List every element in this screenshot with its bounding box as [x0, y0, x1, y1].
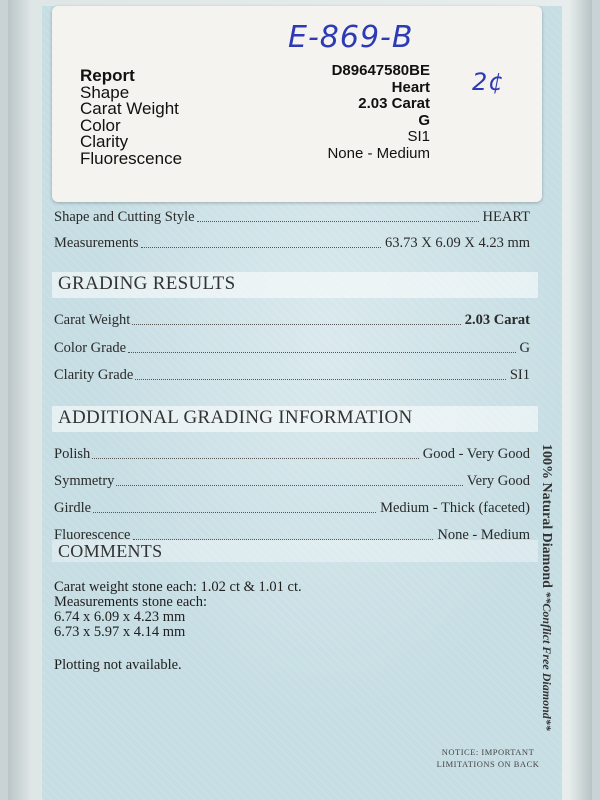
handwritten-code: E-869-B — [288, 20, 414, 55]
row-value: Good - Very Good — [422, 446, 530, 462]
row-value: Very Good — [466, 473, 530, 489]
comment-line: Carat weight stone each: 1.02 ct & 1.01 ct. — [54, 579, 302, 595]
sticker-label-carat: Carat Weight — [80, 99, 179, 118]
sticker-label-shape: Shape — [80, 82, 130, 102]
additional-info-header — [52, 406, 538, 432]
girdle-row — [54, 495, 530, 517]
section-title: COMMENTS — [58, 541, 163, 561]
conflict-free-text: **Conflict Free Diamond** — [540, 591, 554, 731]
color-grade-row — [54, 335, 530, 357]
section-title: GRADING RESULTS — [58, 273, 236, 294]
row-value: None - Medium — [437, 527, 530, 543]
measurements-row — [54, 230, 530, 252]
comments-body — [54, 580, 302, 673]
plotting-note: Plotting not available. — [54, 657, 182, 673]
carat-weight-row — [54, 307, 530, 329]
sticker-value-report: D89647580BE — [331, 62, 430, 79]
symmetry-row — [54, 468, 530, 490]
row-label: Shape and Cutting Style — [54, 209, 195, 225]
dot-leader — [132, 324, 460, 325]
row-value: Medium - Thick (faceted) — [380, 500, 530, 516]
row-label: Symmetry — [54, 473, 115, 489]
sticker-value-shape: Heart — [391, 78, 430, 96]
sticker-value-carat: 2.03 Carat — [358, 95, 430, 112]
row-label: Color Grade — [54, 340, 127, 356]
dot-leader — [93, 512, 376, 513]
row-label: Polish — [54, 446, 91, 462]
row-label: Clarity Grade — [54, 367, 134, 383]
dot-leader — [128, 352, 515, 353]
notice-text — [430, 746, 546, 770]
sticker-values — [327, 63, 430, 162]
clarity-grade-row — [54, 362, 530, 384]
row-label: Girdle — [54, 500, 92, 516]
notice-line-2: LIMITATIONS ON BACK — [436, 759, 540, 769]
sticker-value-fluorescence: None - Medium — [327, 144, 430, 162]
sticker-labels — [80, 68, 182, 167]
comment-line: Measurements stone each: — [54, 594, 208, 610]
comment-line: 6.74 x 6.09 x 4.23 mm — [54, 609, 186, 625]
dot-leader — [92, 458, 418, 459]
side-caption — [539, 444, 564, 784]
shape-cutting-row — [54, 204, 530, 226]
row-value: 2.03 Carat — [464, 312, 530, 328]
grading-results-header — [52, 272, 538, 298]
comment-line: 6.73 x 5.97 x 4.14 mm — [54, 624, 186, 640]
row-label: Measurements — [54, 235, 139, 251]
dot-leader — [116, 485, 462, 486]
row-label: Fluorescence — [54, 527, 131, 543]
comments-header — [52, 540, 538, 562]
natural-diamond-text: 100% Natural Diamond — [539, 444, 554, 588]
dot-leader — [197, 221, 479, 222]
polish-row — [54, 441, 530, 463]
dot-leader — [141, 247, 381, 248]
row-value: 63.73 X 6.09 X 4.23 mm — [385, 235, 530, 251]
row-label: Carat Weight — [54, 312, 131, 328]
notice-line-1: NOTICE: IMPORTANT — [441, 747, 535, 757]
sticker-value-clarity: SI1 — [407, 128, 430, 145]
report-sticker — [52, 6, 542, 202]
sticker-label-report: Report — [80, 66, 135, 85]
sticker-label-color: Color — [80, 115, 121, 135]
handwritten-mark: 2¢ — [472, 68, 505, 96]
sticker-label-fluorescence: Fluorescence — [80, 148, 183, 168]
section-title: ADDITIONAL GRADING INFORMATION — [58, 407, 413, 428]
dot-leader — [135, 379, 506, 380]
row-value: HEART — [482, 209, 530, 225]
sticker-value-color: G — [418, 111, 430, 129]
row-value: G — [519, 340, 530, 356]
sticker-label-clarity: Clarity — [80, 132, 129, 151]
row-value: SI1 — [509, 367, 530, 383]
